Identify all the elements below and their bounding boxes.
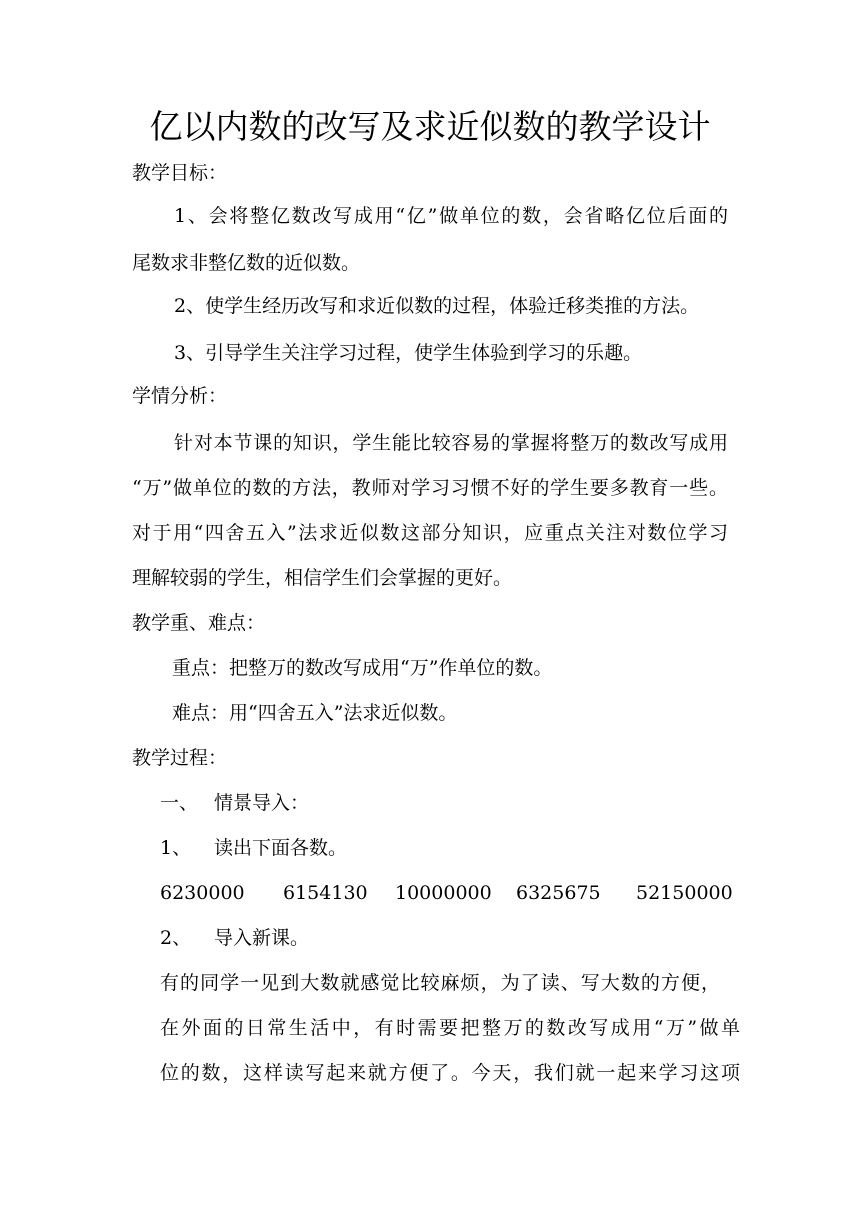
step-1-label: 读出下面各数。 bbox=[214, 837, 348, 859]
difficult-point: 难点：用“四舍五入”法求近似数。 bbox=[172, 702, 458, 724]
key-point: 重点：把整万的数改写成用“万”作单位的数。 bbox=[172, 657, 553, 679]
section-1-label: 情景导入： bbox=[214, 792, 310, 814]
keypoints-heading: 教学重、难点： bbox=[132, 612, 266, 634]
section-1-number: 一、 bbox=[160, 792, 199, 814]
intro-line-1: 有的同学一见到大数就感觉比较麻烦，为了读、写大数的方便， bbox=[160, 972, 720, 994]
objective-3: 3、引导学生关注学习过程，使学生体验到学习的乐趣。 bbox=[174, 342, 643, 364]
intro-line-2: 在外面的日常生活中，有时需要把整万的数改写成用“万”做单 bbox=[160, 1017, 740, 1039]
objectives-heading: 教学目标： bbox=[132, 162, 228, 184]
analysis-line-1: 针对本节课的知识，学生能比较容易的掌握将整万的数改写成用 bbox=[174, 432, 728, 454]
number-item: 10000000 bbox=[395, 882, 492, 904]
intro-line-3: 位的数，这样读写起来就方便了。今天，我们就一起来学习这项 bbox=[160, 1062, 740, 1084]
objective-1-line-1: 1、会将整亿数改写成用“亿”做单位的数，会省略亿位后面的 bbox=[174, 205, 728, 227]
step-1-number: 1、 bbox=[160, 837, 192, 859]
analysis-heading: 学情分析： bbox=[132, 385, 228, 407]
analysis-line-3: 对于用“四舍五入”法求近似数这部分知识，应重点关注对数位学习 bbox=[132, 522, 728, 544]
analysis-line-4: 理解较弱的学生，相信学生们会掌握的更好。 bbox=[132, 567, 513, 589]
number-item: 6154130 bbox=[283, 882, 368, 904]
number-item: 6230000 bbox=[160, 882, 245, 904]
objective-2: 2、使学生经历改写和求近似数的过程，体验迁移类推的方法。 bbox=[174, 295, 700, 317]
page-title: 亿以内数的改写及求近似数的教学设计 bbox=[149, 107, 711, 146]
analysis-line-2: “万”做单位的数的方法，教师对学习习惯不好的学生要多教育一些。 bbox=[132, 477, 728, 499]
number-item: 6325675 bbox=[516, 882, 601, 904]
step-2-label: 导入新课。 bbox=[214, 927, 310, 949]
process-heading: 教学过程： bbox=[132, 747, 228, 769]
objective-1-line-2: 尾数求非整亿数的近似数。 bbox=[132, 252, 361, 274]
step-2-number: 2、 bbox=[160, 927, 192, 949]
number-item: 52150000 bbox=[636, 882, 733, 904]
